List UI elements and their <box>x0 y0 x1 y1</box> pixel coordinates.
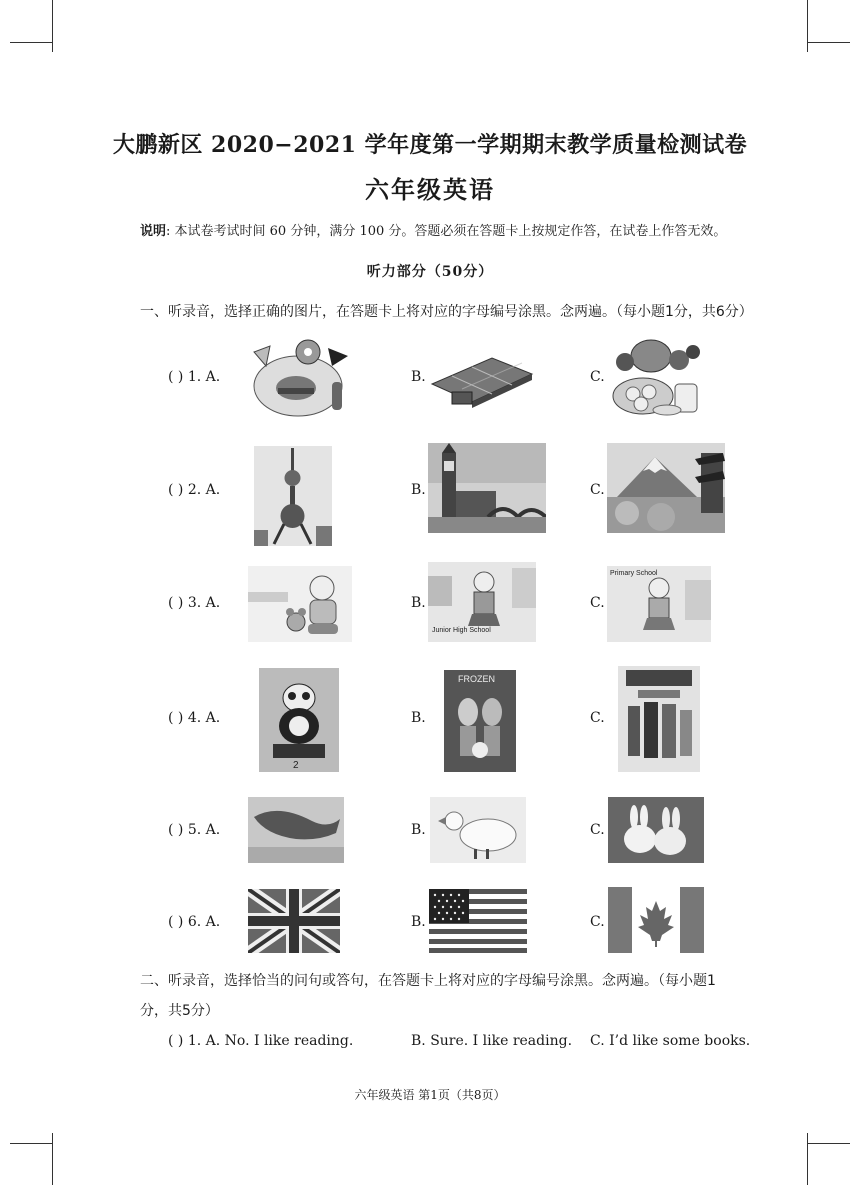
mount-fuji-image <box>607 443 725 533</box>
avengers-poster-image <box>618 666 700 772</box>
us-flag-image <box>429 889 527 953</box>
q4-option-c: C. <box>590 710 605 726</box>
section2-instruction-line1: 二、听录音，选择恰当的问句或答句，在答题卡上将对应的字母编号涂黑。念两遍。（每小题1 <box>140 973 716 989</box>
whale-image <box>248 797 344 863</box>
q5-option-b: B. <box>411 822 426 838</box>
primary-school-label: Primary School <box>610 570 658 577</box>
crop-mark <box>807 0 808 52</box>
q6-option-c: C. <box>590 914 605 930</box>
q1-option-b: B. <box>411 369 426 385</box>
crop-mark <box>10 42 52 43</box>
exam-title: 大鹏新区 2020−2021 学年度第一学期期末教学质量检测试卷 <box>112 132 748 158</box>
note-label: 说明 <box>140 224 167 239</box>
duck-image <box>430 797 526 863</box>
instructions-note <box>140 220 726 239</box>
toddler-with-teddy-image <box>248 566 352 642</box>
rabbits-image <box>608 797 704 863</box>
section1-instruction: 一、听录音，选择正确的图片，在答题卡上将对应的字母编号涂黑。念两遍。（每小题1分，共6分） <box>140 304 753 320</box>
q5-option-c: C. <box>590 822 605 838</box>
svg-text:2: 2 <box>293 760 299 771</box>
crop-mark <box>52 0 53 52</box>
q1-prefix: ( ) 1. A. <box>168 369 221 385</box>
uk-flag-image <box>248 889 340 953</box>
q5-prefix: ( ) 5. A. <box>168 822 221 838</box>
q2-prefix: ( ) 2. A. <box>168 482 221 498</box>
oriental-pearl-tower-image <box>254 446 332 546</box>
note-text: : 本试卷考试时间 60 分钟，满分 100 分。答题必须在答题卡上按规定作答，在试卷上作答无效。 <box>166 224 727 239</box>
q3-prefix: ( ) 3. A. <box>168 595 221 611</box>
section2-instruction-line2: 分，共5分） <box>140 1003 219 1019</box>
q3-option-b: B. <box>411 595 426 611</box>
q4-option-b: B. <box>411 710 426 726</box>
kung-fu-panda-poster-image <box>259 668 339 772</box>
s2-q1-option-c: C. I’d like some books. <box>590 1033 751 1049</box>
big-ben-london-image <box>428 443 546 533</box>
q3-option-c: C. <box>590 595 605 611</box>
healthy-food-image <box>607 334 711 418</box>
frozen-title: FROZEN <box>458 674 495 684</box>
q6-prefix: ( ) 6. A. <box>168 914 221 930</box>
s2-q1-prefix: ( ) 1. A. No. I like reading. <box>168 1033 354 1049</box>
crop-mark <box>10 1143 52 1144</box>
crop-mark <box>807 1133 808 1185</box>
page-footer: 六年级英语 第1页（共8页） <box>354 1088 506 1102</box>
section2-instruction <box>140 966 780 1026</box>
junk-food-image <box>248 338 350 418</box>
junior-high-label: Junior High School <box>432 627 491 634</box>
s2-q1-option-b: B. Sure. I like reading. <box>411 1033 573 1049</box>
q2-option-b: B. <box>411 482 426 498</box>
q4-prefix: ( ) 4. A. <box>168 710 221 726</box>
q6-option-b: B. <box>411 914 426 930</box>
q1-option-c: C. <box>590 369 605 385</box>
part-title: 听力部分（50分） <box>366 264 494 280</box>
canada-flag-image <box>608 887 704 953</box>
chocolate-bar-image <box>428 352 534 410</box>
primary-school-student-image <box>607 566 711 642</box>
exam-subtitle: 六年级英语 <box>365 175 495 204</box>
frozen-poster-image <box>444 670 516 772</box>
junior-high-student-image <box>428 562 536 642</box>
crop-mark <box>52 1133 53 1185</box>
crop-mark <box>808 42 850 43</box>
crop-mark <box>808 1143 850 1144</box>
q2-option-c: C. <box>590 482 605 498</box>
